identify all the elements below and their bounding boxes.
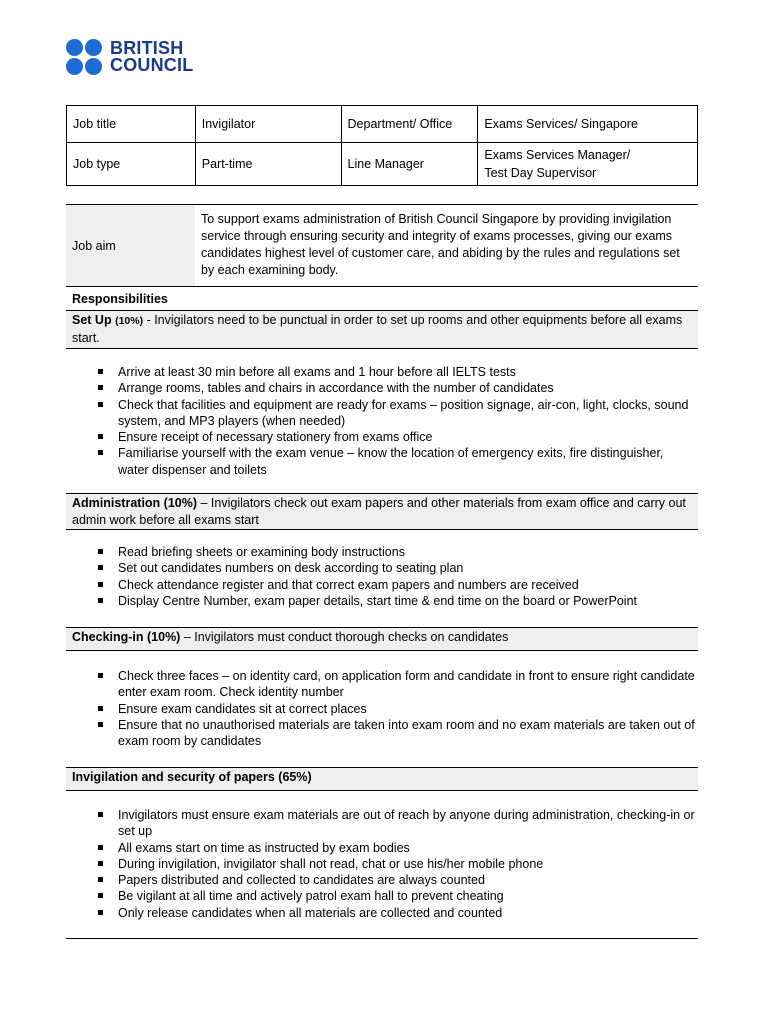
line-manager-value-line1: Exams Services Manager/ <box>484 148 631 162</box>
list-item: Check attendance register and that correct exam papers and numbers are received <box>96 577 696 593</box>
list-item: Set out candidates numbers on desk according to seating plan <box>96 560 696 576</box>
job-info-table <box>66 105 698 186</box>
department-value: Exams Services/ Singapore <box>478 106 698 143</box>
responsibilities-heading: Responsibilities <box>72 291 168 306</box>
section-title: Invigilation and security of papers (65%) <box>72 770 312 784</box>
section-title: Set Up <box>72 313 112 327</box>
logo-line1: BRITISH <box>110 38 184 58</box>
bottom-divider <box>66 938 698 939</box>
section-setup-header <box>66 310 698 349</box>
list-item: Arrange rooms, tables and chairs in accordance with the number of candidates <box>96 380 696 396</box>
section-checking-in-header <box>66 627 698 651</box>
list-item: Familiarise yourself with the exam venue – know the location of emergency exits, fire distinguisher, water dispenser and toilets <box>96 445 696 478</box>
section-title: Checking-in (10%) <box>72 630 181 644</box>
line-manager-value-line2: Test Day Supervisor <box>484 166 597 180</box>
list-item: Arrive at least 30 min before all exams and 1 hour before all IELTS tests <box>96 364 696 380</box>
table-row <box>67 106 698 143</box>
logo-dots-icon <box>66 39 106 75</box>
administration-list <box>96 544 696 609</box>
section-percent: (10%) <box>115 315 144 327</box>
list-item: All exams start on time as instructed by exam bodies <box>96 840 696 856</box>
section-invigilation-header <box>66 767 698 791</box>
list-item: Be vigilant at all time and actively patrol exam hall to prevent cheating <box>96 888 696 904</box>
section-title: Administration (10%) <box>72 496 198 510</box>
department-label: Department/ Office <box>341 106 478 143</box>
setup-list <box>96 364 696 478</box>
job-title-label: Job title <box>67 106 196 143</box>
list-item: Papers distributed and collected to candidates are always counted <box>96 872 696 888</box>
list-item: Ensure that no unauthorised materials are taken into exam room and no exam materials are taken out of exam room by candidates <box>96 717 696 750</box>
job-aim-text: To support exams administration of British Council Singapore by providing invigilation service through ensuring security and integrity of exams processes, giving our exams candidates highest level of customer care, and abiding by the rules and regulations set by each examining body. <box>201 212 680 277</box>
list-item: Read briefing sheets or examining body instructions <box>96 544 696 560</box>
british-council-logo <box>66 38 193 76</box>
list-item: Invigilators must ensure exam materials are out of reach by anyone during administration, checking-in or set up <box>96 807 696 840</box>
job-aim-label: Job aim <box>66 205 195 286</box>
invigilation-list <box>96 807 696 921</box>
line-manager-value <box>478 143 698 186</box>
list-item: Check that facilities and equipment are ready for exams – position signage, air-con, light, clocks, sound system, and MP3 players (when needed) <box>96 397 696 430</box>
line-manager-label: Line Manager <box>341 143 478 186</box>
logo-line2: COUNCIL <box>110 55 194 75</box>
checking-in-list <box>96 668 696 749</box>
list-item: Ensure exam candidates sit at correct places <box>96 701 696 717</box>
list-item: Display Centre Number, exam paper details, start time & end time on the board or PowerPoint <box>96 593 696 609</box>
section-administration-header <box>66 493 698 530</box>
job-aim-row <box>66 204 698 287</box>
logo-text <box>110 40 193 74</box>
list-item: During invigilation, invigilator shall not read, chat or use his/her mobile phone <box>96 856 696 872</box>
table-row <box>67 143 698 186</box>
job-type-label: Job type <box>67 143 196 186</box>
list-item: Check three faces – on identity card, on application form and candidate in front to ensure right candidate enter exam room. Check identity number <box>96 668 696 701</box>
list-item: Only release candidates when all materials are collected and counted <box>96 905 696 921</box>
section-description: – Invigilators check out exam papers and other materials from exam office and carry out admin work before all exams start <box>72 496 686 527</box>
list-item: Ensure receipt of necessary stationery from exams office <box>96 429 696 445</box>
section-description: - Invigilators need to be punctual in order to set up rooms and other equipments before all exams start. <box>72 313 683 345</box>
job-type-value: Part-time <box>195 143 341 186</box>
job-title-value: Invigilator <box>195 106 341 143</box>
section-description: – Invigilators must conduct thorough checks on candidates <box>180 630 509 644</box>
